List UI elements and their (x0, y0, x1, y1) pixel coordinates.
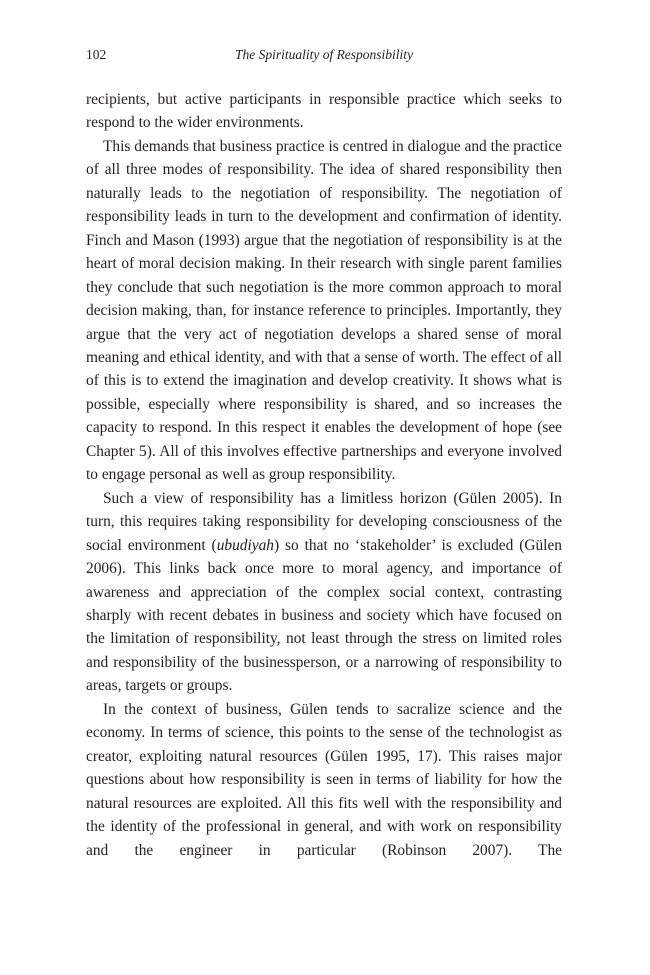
paragraph-segment: recipients, but active participants in responsible practice which seeks to respond to the wider environments. (86, 91, 562, 132)
running-title: The Spirituality of Responsibility (234, 47, 414, 62)
paragraph-segment: In the context of business, Gülen tends to sacralize science and the economy. In terms of science, this points to the sense of the technologist as creator, exploiting natural resources (Gülen 1995, 17). This raises major questions about how responsibility is seen in terms of liability for how the natural resources are exploited. All this fits well with the responsibility and the identity of the professional in general, and with work on responsibility and the engineer in particular (Robinson 2007). The (86, 700, 562, 859)
page-number: 102 (86, 47, 107, 62)
paragraph-segment: Such a view of responsibility has a limitless horizon (Gülen 2005). In turn, this requires taking responsibility for developing consciousness of the social environment ( (86, 489, 562, 554)
paragraph-1 (86, 88, 562, 135)
running-head (86, 45, 562, 65)
paragraph-segment-italic: ubudiyah (216, 536, 274, 554)
paragraph-3 (86, 487, 562, 698)
paragraph-2 (86, 135, 562, 487)
paragraph-segment: This demands that business practice is centred in dialogue and the practice of all three modes of responsibility. The idea of shared responsibility then naturally leads to the negotiation of responsibility. The negotiation of responsibility leads in turn to the development and confirmation of identity. Finch and Mason (1993) argue that the negotiation of responsibility is at the heart of moral decision making. In their research with single parent families they conclude that such negotiation is the more common approach to moral decision making, than, for instance reference to principles. Importantly, they argue that the very act of negotiation develops a shared sense of moral meaning and ethical identity, and with that a sense of worth. The effect of all of this is to extend the imagination and develop creativity. It shows what is possible, especially where responsibility is shared, and so increases the capacity to respond. In this respect it enables the development of hope (see Chapter 5). All of this involves effective partnerships and everyone involved to engage personal as well as group responsibility. (86, 137, 562, 484)
body-text (86, 88, 562, 862)
paragraph-segment: ) so that no ‘stakeholder’ is excluded (Gülen 2006). This links back once more to moral agency, and importance of awareness and appreciation of the complex social context, contrasting sharply with recent debates in business and society which have focused on the limitation of responsibility, not least through the stress on limited roles and responsibility of the businessperson, or a narrowing of responsibility to areas, targets or groups. (86, 536, 562, 695)
paragraph-4 (86, 698, 562, 862)
